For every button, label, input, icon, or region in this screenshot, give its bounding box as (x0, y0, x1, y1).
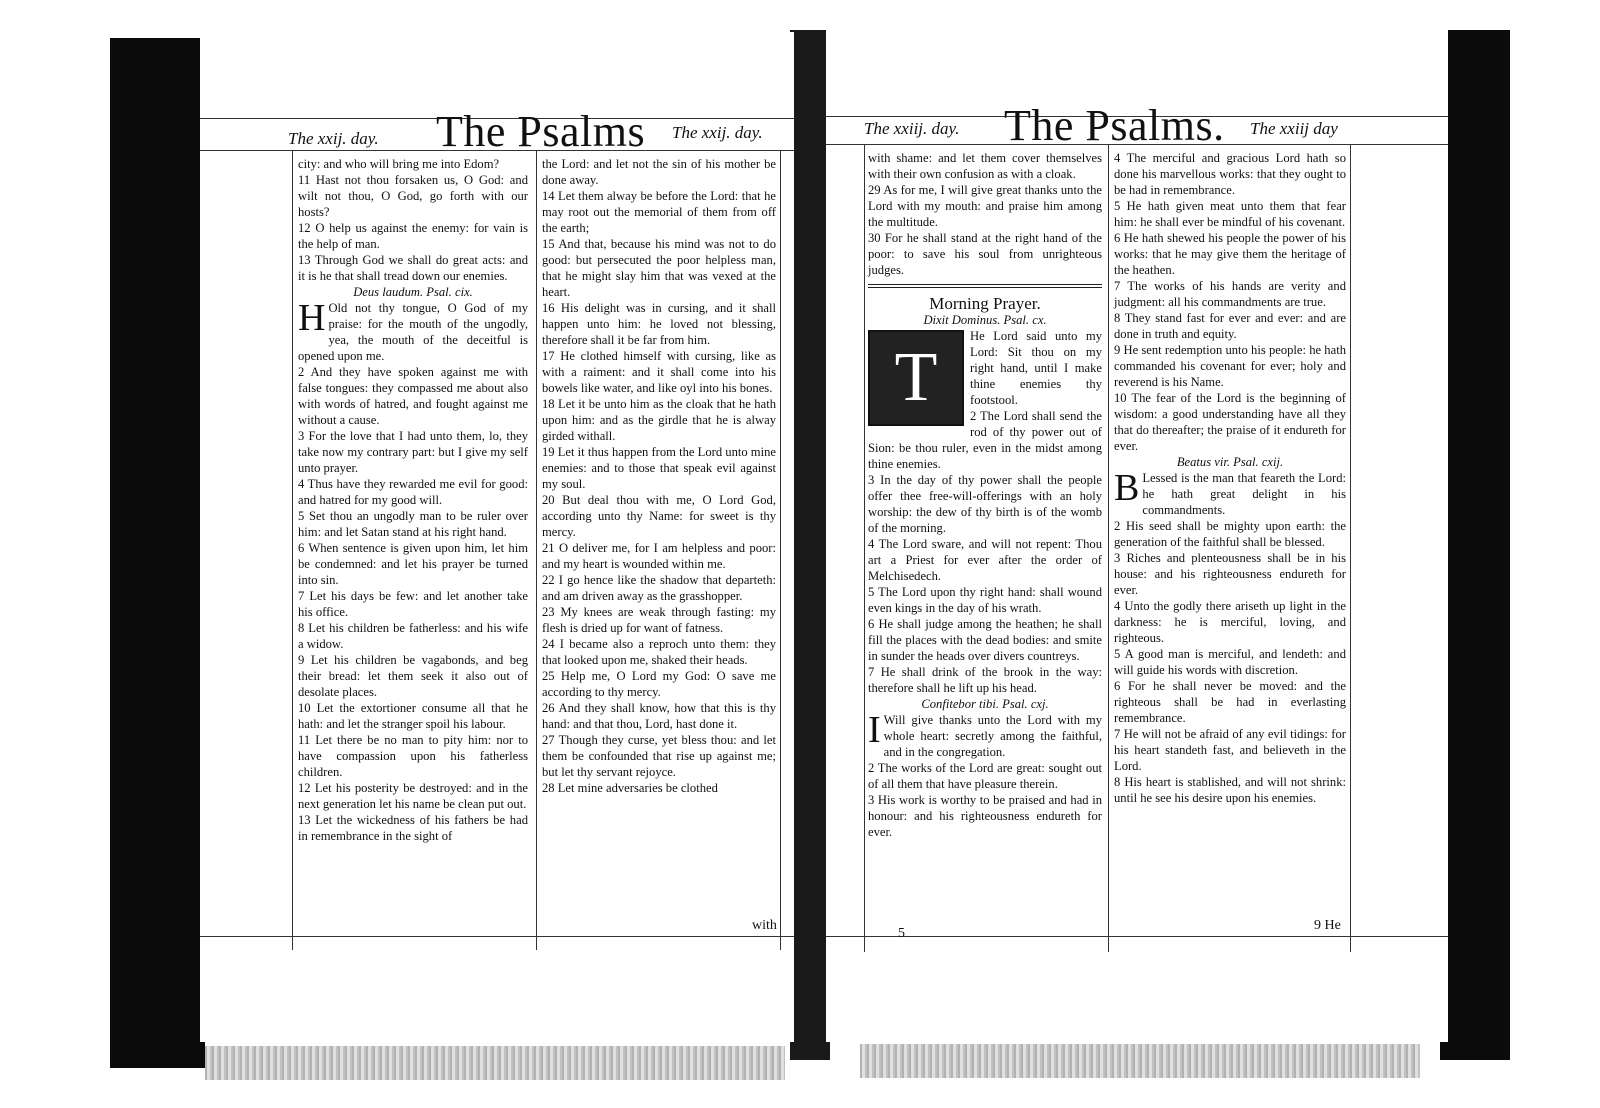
verse-text: Old not thy tongue, O God of my praise: for the mouth of the ungodly, yea, the mouth of the deceitful is opened upon me. (298, 301, 528, 363)
left-page-column-2 (542, 156, 776, 796)
verse: the Lord: and let not the sin of his mother be done away. (542, 157, 776, 187)
catchword: with (752, 918, 777, 933)
verse: 13 Let the wickedness of his fathers be had in remembrance in the sight of (298, 813, 528, 843)
verse: 7 Let his days be few: and let another take his office. (298, 589, 528, 619)
verse: 11 Hast not thou forsaken us, O God: and wilt not thou, O God, go forth with our hosts? (298, 173, 528, 219)
verse: 19 Let it thus happen from the Lord unto mine enemies: and to those that speak evil against my soul. (542, 445, 776, 491)
verse: 28 Let mine adversaries be clothed (542, 781, 718, 795)
verse: 5 The Lord upon thy right hand: shall wound even kings in the day of his wrath. (868, 585, 1102, 615)
psalm-title: Confitebor tibi. Psal. cxj. (921, 697, 1049, 711)
verse: 7 He shall drink of the brook in the way: therefore shall he lift up his head. (868, 665, 1102, 695)
verse: 2 The works of the Lord are great: sought out of all them that have pleasure therein. (868, 761, 1102, 791)
verse: 4 Unto the godly there ariseth up light in the darkness: he is merciful, loving, and righteous. (1114, 599, 1346, 645)
verse: 22 I go hence like the shadow that departeth: and am driven away as the grasshopper. (542, 573, 776, 603)
verse: 17 He clothed himself with cursing, like as with a raiment: and it shall come into his bowels like water, and like oyl into his bones. (542, 349, 776, 395)
verse: 5 He hath given meat unto them that fear him: he shall ever be mindful of his covenant. (1114, 199, 1346, 229)
column-rule (1108, 144, 1109, 952)
verse: city: and who will bring me into Edom? (298, 157, 500, 171)
verse: 8 His heart is stablished, and will not shrink: until he see his desire upon his enemies. (1114, 775, 1346, 805)
verse: 11 Let there be no man to pity him: nor to have compassion upon his fatherless children. (298, 733, 528, 779)
verse: 6 He hath shewed his people the power of his works: that he may give them the heritage of the heathen. (1114, 231, 1346, 277)
verse: 2 His seed shall be mighty upon earth: the generation of the faithful shall be blessed. (1114, 519, 1346, 549)
verse: 8 Let his children be fatherless: and his wife a widow. (298, 621, 528, 651)
psalm-title: Deus laudum. Psal. cix. (353, 285, 473, 299)
verse-text: Lessed is the man that feareth the Lord: he hath great delight in his commandments. (1142, 471, 1346, 517)
book-gutter (790, 30, 830, 1060)
verse: 3 His work is worthy to be praised and had in honour: and his righteousness endureth for ever. (868, 793, 1102, 839)
verse: 7 He will not be afraid of any evil tidings: for his heart standeth fast, and believeth in the Lord. (1114, 727, 1346, 773)
verse: 21 O deliver me, for I am helpless and poor: and my heart is wounded within me. (542, 541, 776, 571)
psalm-first-verse (868, 328, 1102, 416)
scan-smudge (860, 1044, 1420, 1078)
psalm-first-verse (1114, 467, 1346, 518)
running-head-title: The Psalms. (1004, 101, 1225, 150)
psalm-first-verse (298, 297, 528, 364)
verse: 3 In the day of thy power shall the people offer thee free-will-offerings with an holy worship: the dew of thy birth is of the womb of the morning. (868, 473, 1102, 535)
verse: 14 Let them alway be before the Lord: that he may root out the memorial of them from off the earth; (542, 189, 776, 235)
ornamental-drop-cap: T (868, 330, 964, 426)
verse: 6 He shall judge among the heathen; he shall fill the places with the dead bodies: and smite in sunder the heads over divers countreys. (868, 617, 1102, 663)
running-head-day-right: The xxiij day (1250, 119, 1338, 138)
verse: 4 Thus have they rewarded me evil for good: and hatred for my good will. (298, 477, 528, 507)
margin-rule-left (292, 150, 293, 950)
verse: 12 Let his posterity be destroyed: and in the next generation let his name be clean put out. (298, 781, 528, 811)
scan-smudge (205, 1046, 785, 1080)
verse: 10 The fear of the Lord is the beginning of wisdom: a good understanding have all they that do thereafter; the praise of it endureth for ever. (1114, 391, 1346, 453)
verse: 13 Through God we shall do great acts: and it is he that shall tread down our enemies. (298, 253, 528, 283)
drop-cap: I (868, 709, 881, 751)
verse: 16 His delight was in cursing, and it shall happen unto him: he loved not blessing, therefore shall it be far from him. (542, 301, 776, 347)
verse: 8 They stand fast for ever and ever: and are done in truth and equity. (1114, 311, 1346, 341)
verse: 29 As for me, I will give great thanks unto the Lord with my mouth: and praise him among the multitude. (868, 183, 1102, 229)
left-page-column-1 (298, 156, 528, 844)
right-page-column-1 (868, 150, 1102, 840)
verse: 10 Let the extortioner consume all that he hath: and let the stranger spoil his labour. (298, 701, 528, 731)
margin-rule-left (864, 144, 865, 952)
verse: 4 The merciful and gracious Lord hath so done his marvellous works: that they ought to be had in remembrance. (1114, 151, 1346, 197)
verse: 25 Help me, O Lord my God: O save me according to thy mercy. (542, 669, 776, 699)
book-cover-left-edge (110, 38, 205, 1068)
verse: 6 When sentence is given upon him, let him be condemned: and let his prayer be turned into sin. (298, 541, 528, 587)
verse: 2 The Lord shall send the rod of thy power out of Sion: be thou ruler, even in the midst among thine enemies. (868, 409, 1102, 471)
verse: 2 And they have spoken against me with false tongues: they compassed me about also with words of hatred, and fought against me without a cause. (298, 365, 528, 427)
section-divider (868, 284, 1102, 288)
verse-text: Will give thanks unto the Lord with my whole heart: secretly among the faithful, and in the congregation. (883, 713, 1102, 759)
book-cover-right-edge (1440, 30, 1510, 1060)
verse-text: He Lord said unto my Lord: Sit thou on my right hand, until I make thine enemies thy footstool. (970, 329, 1102, 407)
verse: 7 The works of his hands are verity and judgment: all his commandments are true. (1114, 279, 1346, 309)
running-head-day-left: The xxij. day. (288, 129, 379, 148)
catchword: 9 He (1314, 918, 1341, 933)
right-page-column-2 (1114, 150, 1346, 806)
verse: 3 Riches and plenteousness shall be in his house: and his righteousness endureth for ever. (1114, 551, 1346, 597)
verse: 9 He sent redemption unto his people: he hath commanded his covenant for ever; holy and reverend is his Name. (1114, 343, 1346, 389)
verse: 30 For he shall stand at the right hand of the poor: to save his soul from unrighteous judges. (868, 231, 1102, 277)
signature-mark: 5 (898, 926, 905, 941)
running-head-title: The Psalms (436, 107, 646, 156)
verse: 3 For the love that I had unto them, lo, they take now my contrary part: but I give my self unto prayer. (298, 429, 528, 475)
footer-rule (826, 936, 1448, 937)
verse: 23 My knees are weak through fasting: my flesh is dried up for want of fatness. (542, 605, 776, 635)
left-page (200, 32, 794, 1042)
verse: 27 Though they curse, yet bless thou: and let them be confounded that rise up against me; but let thy servant rejoyce. (542, 733, 776, 779)
drop-cap: B (1114, 467, 1140, 509)
running-head-day-left: The xxiij. day. (864, 119, 960, 138)
verse: 6 For he shall never be moved: and the righteous shall be had in everlasting remembrance. (1114, 679, 1346, 725)
verse: 4 The Lord sware, and will not repent: Thou art a Priest for ever after the order of Melchisedech. (868, 537, 1102, 583)
psalm-title: Dixit Dominus. Psal. cx. (923, 313, 1047, 327)
psalm-first-verse (868, 709, 1102, 760)
verse: with shame: and let them cover themselves with their own confusion as with a cloak. (868, 151, 1102, 181)
verse: 20 But deal thou with me, O Lord God, according unto thy Name: for sweet is thy mercy. (542, 493, 776, 539)
drop-cap: H (298, 297, 326, 339)
verse: 5 A good man is merciful, and lendeth: and will guide his words with discretion. (1114, 647, 1346, 677)
right-page (826, 30, 1448, 1042)
margin-rule-right (1350, 144, 1351, 952)
verse: 26 And they shall know, how that this is thy hand: and that thou, Lord, hast done it. (542, 701, 776, 731)
verse: 15 And that, because his mind was not to do good: but persecuted the poor helpless man, that he might slay him that was vexed at the heart. (542, 237, 776, 299)
running-head-day-right: The xxij. day. (672, 123, 763, 142)
section-title: Morning Prayer. (929, 294, 1041, 313)
margin-rule-right (780, 150, 781, 950)
verse: 12 O help us against the enemy: for vain is the help of man. (298, 221, 528, 251)
verse: 24 I became also a reproch unto them: they that looked upon me, shaked their heads. (542, 637, 776, 667)
psalm-title: Beatus vir. Psal. cxij. (1176, 455, 1284, 469)
footer-rule (200, 936, 794, 937)
verse: 5 Set thou an ungodly man to be ruler over him: and let Satan stand at his right hand. (298, 509, 528, 539)
verse: 18 Let it be unto him as the cloak that he hath upon him: and as the girdle that he is alway girded withall. (542, 397, 776, 443)
verse: 9 Let his children be vagabonds, and beg their bread: let them seek it also out of desolate places. (298, 653, 528, 699)
column-rule (536, 150, 537, 950)
